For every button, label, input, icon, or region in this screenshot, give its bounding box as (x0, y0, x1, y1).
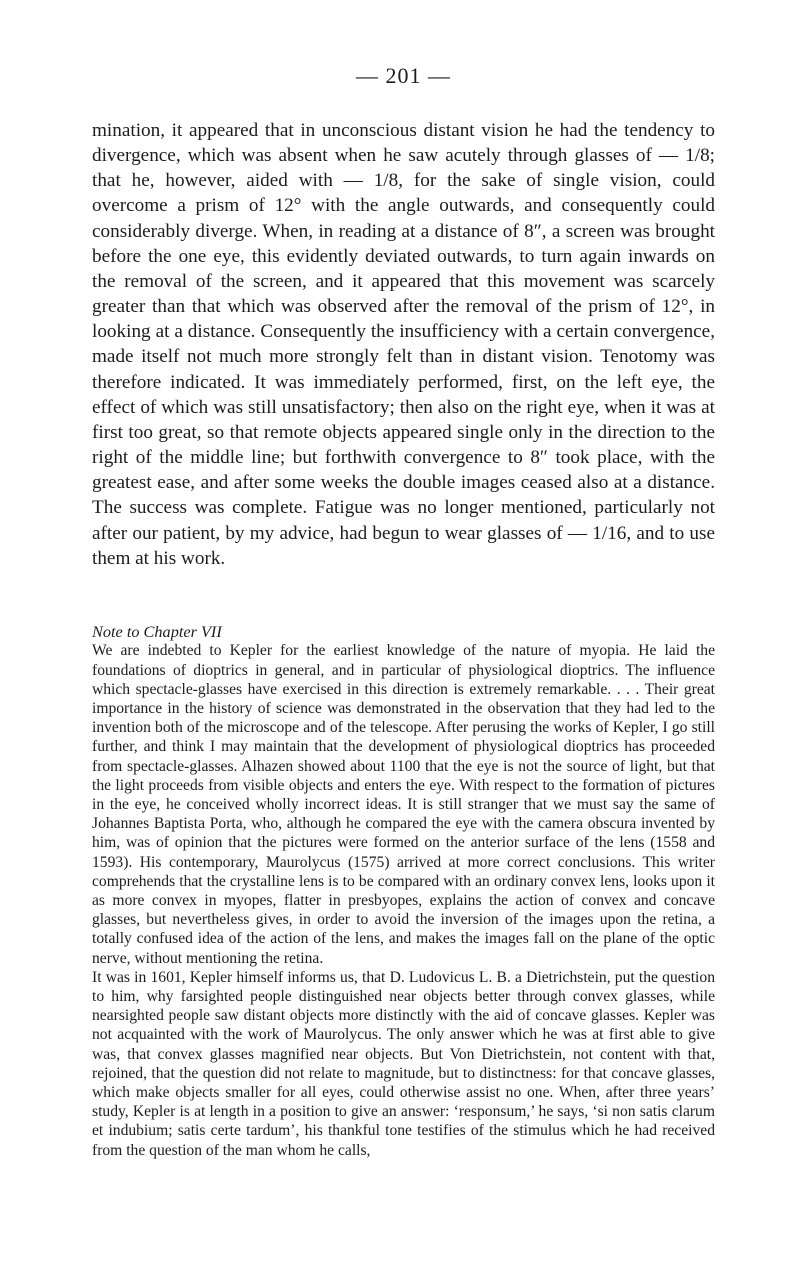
chapter-note (92, 622, 715, 1160)
note-heading: Note to Chapter VII (92, 622, 222, 641)
page-number: — 201 — (356, 63, 451, 88)
main-text (92, 118, 715, 595)
book-page (92, 62, 715, 1160)
main-paragraph: mination, it appeared that in unconscious distant vision he had the tendency to divergence, which was absent when he saw acutely through glasses of — 1/8; that he, however, aided with — 1/8, for the sake of single vision, could overcome a prism of 12° with the angle outwards, and consequently could considerably diverge. When, in reading at a distance of 8″, a screen was brought before the one eye, this evidently deviated outwards, to turn again inwards on the removal of the screen, and it appeared that this movement was scarcely greater than that which was observed after the removal of the prism of 12°, in looking at a distance. Consequently the insufficiency with a certain convergence, made itself not much more strongly felt than in distant vision. Tenotomy was therefore indicated. It was immediately performed, first, on the left eye, the effect of which was still unsatisfactory; then also on the right eye, when it was at first too great, so that remote objects appeared single only in the direction to the right of the middle line; but forthwith convergence to 8″ took place, with the greatest ease, and after some weeks the double images ceased also at a distance. The success was complete. Fatigue was no longer mentioned, particularly not after our patient, by my advice, had begun to wear glasses of — 1/16, and to use them at his work. (92, 120, 715, 569)
note-body (92, 641, 715, 1159)
note-paragraph-1: We are indebted to Kepler for the earliest knowledge of the nature of myopia. He laid the foundations of dioptrics in general, and in particular of physiological dioptrics. The influence which spectacle-glasses have exercised in this direction is extremely remarkable. . . . Their great importance in the history of science was demonstrated in the observation that they had led to the invention both of the microscope and of the telescope. After perusing the works of Kepler, I go still further, and think I may maintain that the development of physiological dioptrics has proceeded from spectacle-glasses. Alhazen showed about 1100 that the eye is not the source of light, but that the light proceeds from visible objects and enters the eye. With respect to the formation of pictures in the eye, he conceived wholly incorrect ideas. It is still stranger that we must say the same of Johannes Baptista Porta, who, although he compared the eye with the camera obscura invented by him, was of opinion that the pictures were formed on the anterior surface of the lens (1558 and 1593). His contemporary, Maurolycus (1575) arrived at more correct conclusions. This writer comprehends that the crystalline lens is to be compared with an ordinary convex lens, looks upon it as more convex in myopes, flatter in presbyopes, explains the action of convex and concave glasses, but nevertheless gives, in order to avoid the inversion of the images upon the retina, a totally confused idea of the action of the lens, and makes the images fall on the plane of the optic nerve, without mentioning the retina. (92, 642, 715, 967)
note-paragraph-2: It was in 1601, Kepler himself informs us, that D. Ludovicus L. B. a Dietrichstein, put the question to him, why farsighted people distinguished near objects better through convex glasses, while nearsighted people saw distant objects more distinctly with the aid of concave glasses. Kepler was not acquainted with the work of Maurolycus. The only answer which he was at first able to give was, that convex glasses magnified near objects. But Von Dietrichstein, not content with that, rejoined, that the question did not relate to magnitude, but to distinctness: for that concave glasses, which make objects smaller for all eyes, could otherwise assist no one. When, after three years’ study, Kepler is at length in a position to give an answer: ‘responsum,’ he says, ‘si non satis clarum et indubium; satis certe tardum’, his thankful tone testifies of the stimulus which he had received from the question of the man whom he calls, (92, 968, 715, 1159)
